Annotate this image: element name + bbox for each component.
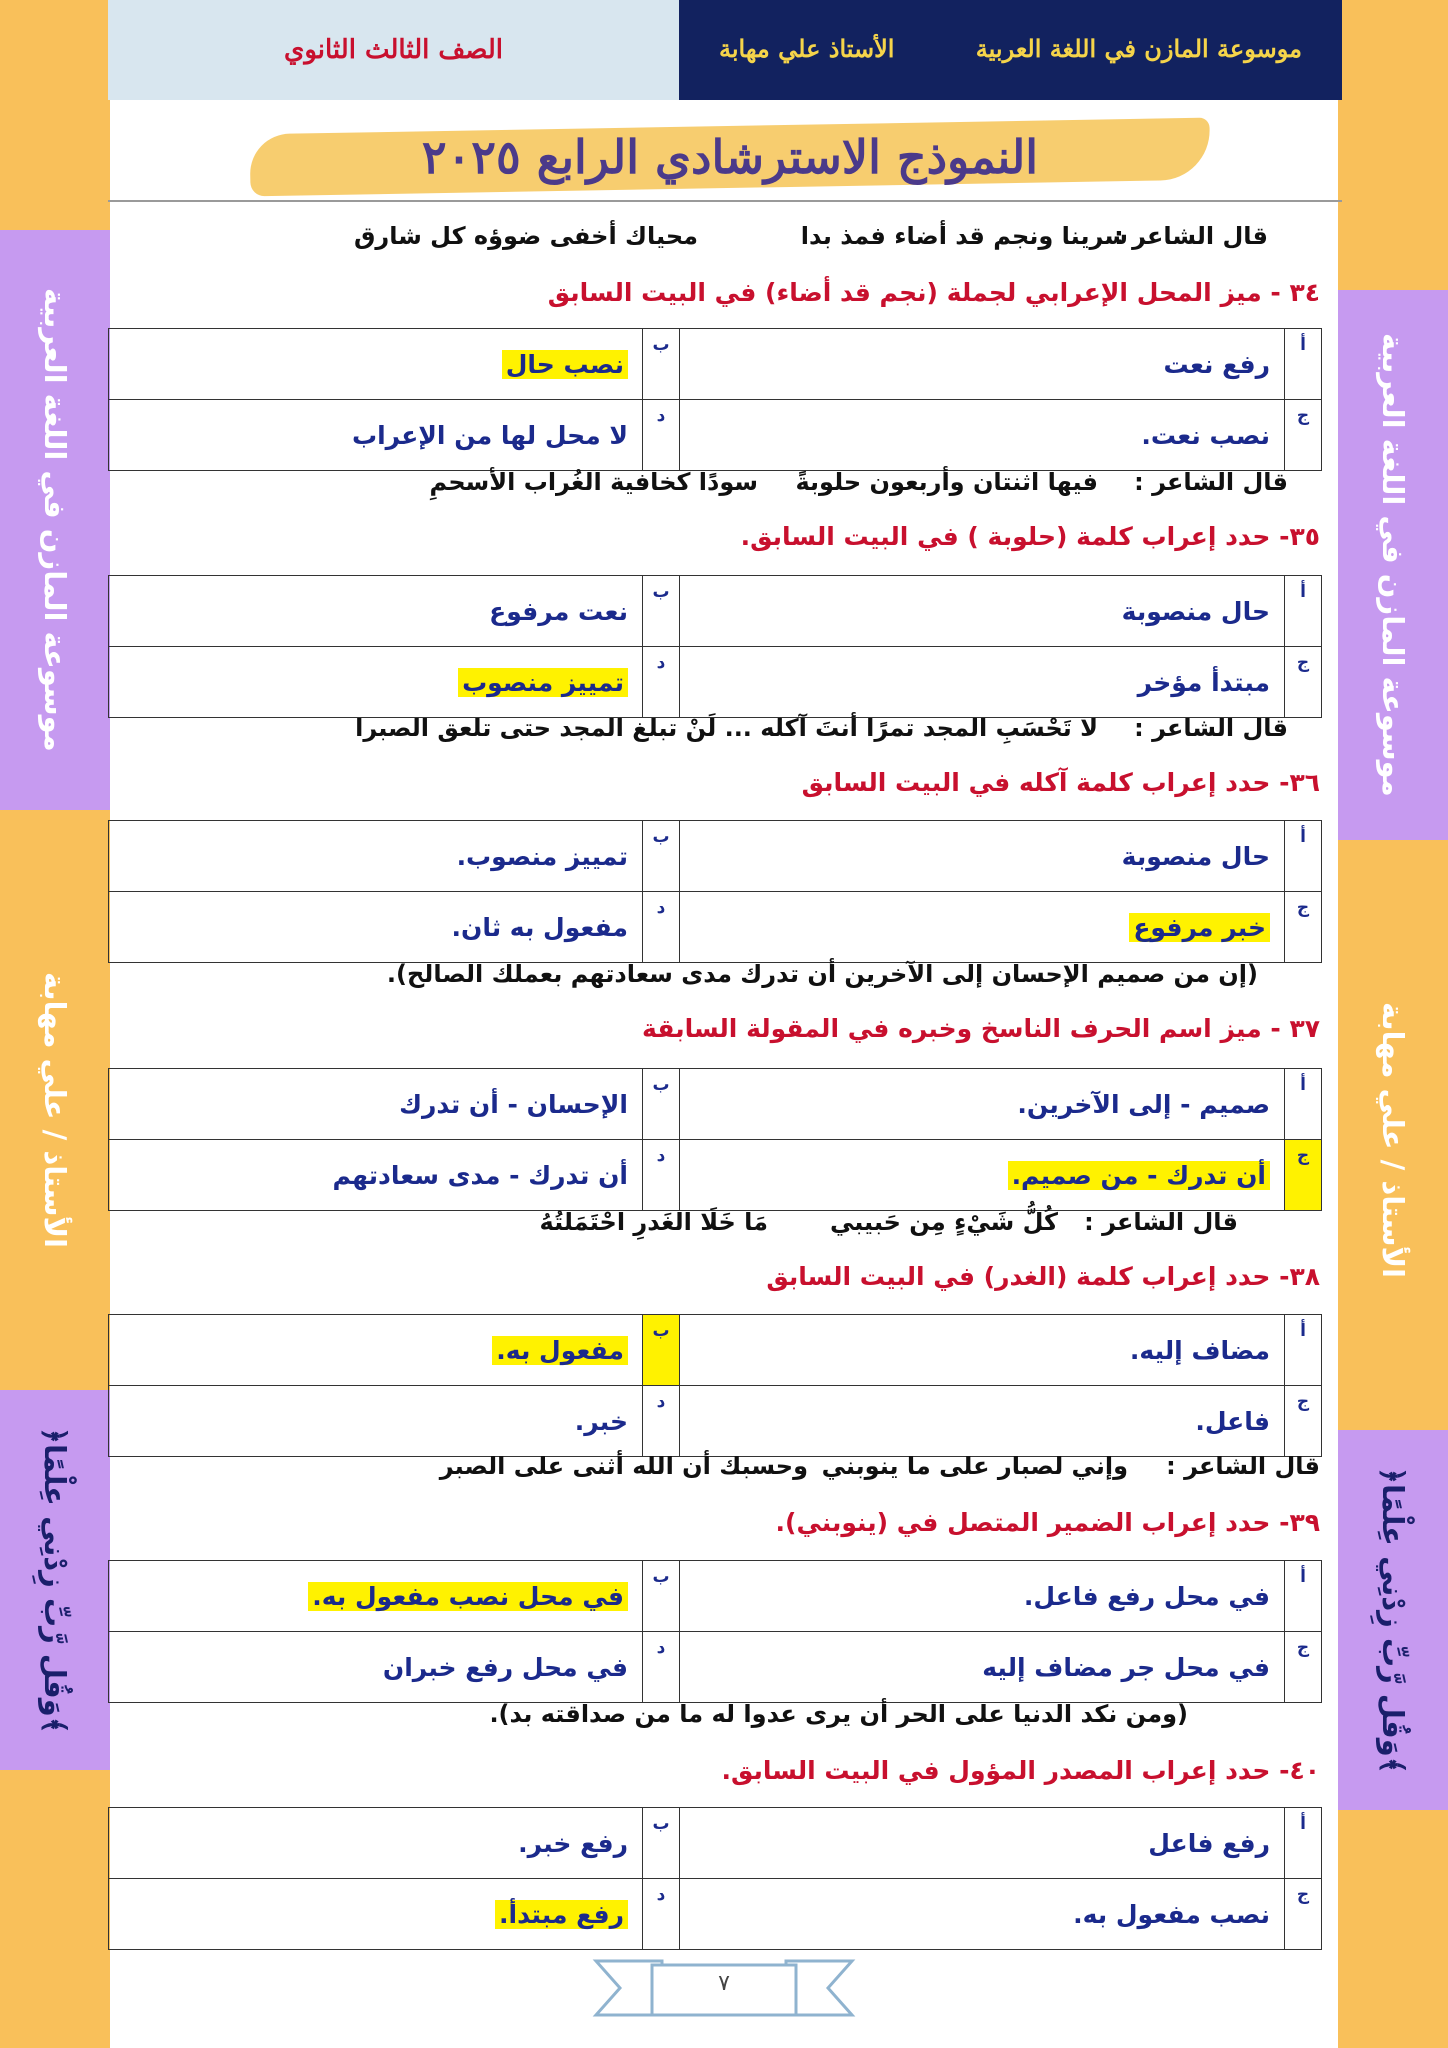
option-text[interactable]: أن تدرك - مدى سعادتهم	[109, 1140, 643, 1211]
options-row	[109, 1140, 1322, 1211]
option-letter: ج	[1285, 647, 1322, 718]
q39-options	[108, 1560, 1322, 1703]
option-letter: ج	[1285, 892, 1322, 963]
option-text[interactable]: حال منصوبة	[680, 821, 1285, 892]
option-letter: ب	[643, 1808, 680, 1879]
option-letter: ج	[1285, 1140, 1322, 1211]
option-text[interactable]: في محل جر مضاف إليه	[680, 1632, 1285, 1703]
option-text[interactable]: مفعول به ثان.	[109, 892, 643, 963]
side-text-teacher: الأستاذ / علي مهابة	[38, 972, 72, 1248]
q36-options	[108, 820, 1322, 963]
option-letter: ب	[643, 1315, 680, 1386]
side-text-verse-right: ﴿وَقُل رَّبِّ زِدْنِي عِلْمًا﴾	[1376, 1466, 1410, 1774]
q34-context-label: قال الشاعر :	[1114, 222, 1268, 250]
option-text[interactable]	[109, 647, 643, 718]
side-text-verse: ﴿وَقُل رَّبِّ زِدْنِي عِلْمًا﴾	[38, 1426, 72, 1734]
option-letter: ج	[1285, 1386, 1322, 1457]
option-letter: ج	[1285, 400, 1322, 471]
title-divider	[108, 200, 1342, 202]
q36-context-a: لا تَحْسَبِ المجد تمرًا أنتَ آكله ... لَنْ تبلغ المجد حتى تلعق الصبرا	[355, 714, 1098, 742]
options-row	[109, 1879, 1322, 1950]
q39-context-label: قال الشاعر :	[1166, 1452, 1320, 1480]
grade-banner	[108, 0, 679, 100]
option-letter: ب	[643, 1069, 680, 1140]
option-letter: د	[643, 892, 680, 963]
option-letter: أ	[1285, 1808, 1322, 1879]
correct-answer-highlight: مفعول به.	[492, 1336, 628, 1365]
q40-question: ٤٠- حدد إعراب المصدر المؤول في البيت السابق.	[721, 1756, 1320, 1785]
options-row	[109, 821, 1322, 892]
q34-context-a: سرينا ونجم قد أضاء فمذ بدا	[800, 222, 1128, 250]
q34-question: ٣٤ - ميز المحل الإعرابي لجملة (نجم قد أضاء) في البيت السابق	[547, 278, 1320, 307]
option-text[interactable]: رفع خبر.	[109, 1808, 643, 1879]
series-banner	[679, 0, 1342, 100]
page-number: ٧	[718, 1971, 730, 1996]
q39-question: ٣٩- حدد إعراب الضمير المتصل في (ينوبني).	[775, 1508, 1320, 1537]
page-header	[108, 0, 1342, 100]
option-letter: د	[643, 1140, 680, 1211]
q35-context-b: سودًا كخافية الغُراب الأسحمِ	[429, 468, 758, 496]
q34-context-b: محياك أخفى ضوؤه كل شارق	[353, 222, 698, 250]
options-row	[109, 892, 1322, 963]
correct-answer-highlight: خبر مرفوع	[1129, 913, 1270, 942]
correct-answer-highlight: رفع مبتدأ.	[495, 1900, 628, 1929]
option-letter: د	[643, 1386, 680, 1457]
teacher-label: الأستاذ علي مهابة	[719, 34, 895, 63]
options-row	[109, 1386, 1322, 1457]
option-text[interactable]: مضاف إليه.	[680, 1315, 1285, 1386]
side-text-teacher-right: الأستاذ / علي مهابة	[1376, 1002, 1410, 1278]
option-text[interactable]: فاعل.	[680, 1386, 1285, 1457]
side-text-encyclopedia-right: موسوعة المازن في اللغة العربية	[1376, 333, 1410, 797]
options-row	[109, 576, 1322, 647]
q40-options	[108, 1807, 1322, 1950]
option-text[interactable]: حال منصوبة	[680, 576, 1285, 647]
options-row	[109, 647, 1322, 718]
q39-context-b: وحسبك أن الله أثنى على الصبر	[439, 1452, 808, 1480]
option-letter: د	[643, 1632, 680, 1703]
options-row	[109, 1808, 1322, 1879]
grade-label: الصف الثالث الثانوي	[283, 35, 503, 65]
option-letter: أ	[1285, 1315, 1322, 1386]
option-text[interactable]	[109, 329, 643, 400]
option-text[interactable]: لا محل لها من الإعراب	[109, 400, 643, 471]
option-text[interactable]: الإحسان - أن تدرك	[109, 1069, 643, 1140]
q38-context-a: كُلُّ شَيْءٍ مِن حَبيبي	[829, 1208, 1058, 1236]
option-letter: ب	[643, 821, 680, 892]
q37-question: ٣٧ - ميز اسم الحرف الناسخ وخبره في المقولة السابقة	[642, 1014, 1320, 1043]
option-text[interactable]: في محل رفع خبران	[109, 1632, 643, 1703]
option-letter: د	[643, 1879, 680, 1950]
options-row	[109, 1561, 1322, 1632]
q35-context-label: قال الشاعر :	[1134, 468, 1288, 496]
option-letter: ج	[1285, 1632, 1322, 1703]
option-text[interactable]: نعت مرفوع	[109, 576, 643, 647]
option-letter: د	[643, 400, 680, 471]
option-letter: ب	[643, 576, 680, 647]
option-text[interactable]: تمييز منصوب.	[109, 821, 643, 892]
option-letter: ب	[643, 1561, 680, 1632]
q35-options	[108, 575, 1322, 718]
options-row	[109, 1315, 1322, 1386]
correct-answer-highlight: أن تدرك - من صميم.	[1008, 1161, 1270, 1190]
q35-question: ٣٥- حدد إعراب كلمة (حلوبة ) في البيت السابق.	[740, 522, 1320, 551]
q40-context: (ومن نكد الدنيا على الحر أن يرى عدوا له ما من صداقته بد).	[489, 1700, 1188, 1728]
option-text[interactable]	[680, 1140, 1285, 1211]
option-text[interactable]: نصب مفعول به.	[680, 1879, 1285, 1950]
option-text[interactable]	[109, 1315, 643, 1386]
option-letter: ب	[643, 329, 680, 400]
page-number-ribbon	[592, 1957, 856, 2019]
option-letter: ج	[1285, 1879, 1322, 1950]
option-letter: أ	[1285, 329, 1322, 400]
option-letter: أ	[1285, 576, 1322, 647]
q38-context-b: مَا خَلَا الغَدرِ احْتَمَلتُهُ	[539, 1208, 768, 1236]
option-letter: أ	[1285, 821, 1322, 892]
options-row	[109, 329, 1322, 400]
option-text[interactable]: نصب نعت.	[680, 400, 1285, 471]
q36-question: ٣٦- حدد إعراب كلمة آكله في البيت السابق	[801, 768, 1320, 797]
option-text[interactable]: خبر.	[109, 1386, 643, 1457]
q34-options	[108, 328, 1322, 471]
correct-answer-highlight: نصب حال	[502, 350, 628, 379]
option-text[interactable]: رفع فاعل	[680, 1808, 1285, 1879]
option-text[interactable]	[109, 1561, 643, 1632]
correct-answer-highlight: تمييز منصوب	[458, 668, 628, 697]
option-text[interactable]	[109, 1879, 643, 1950]
q39-context-a: وإني لصبار على ما ينوبني	[821, 1452, 1128, 1480]
options-row	[109, 1069, 1322, 1140]
option-letter: د	[643, 647, 680, 718]
options-row	[109, 400, 1322, 471]
side-text-encyclopedia: موسوعة المازن في اللغة العربية	[38, 288, 72, 752]
q36-context-label: قال الشاعر :	[1134, 714, 1288, 742]
correct-answer-highlight: في محل نصب مفعول به.	[308, 1582, 628, 1611]
series-label: موسوعة المازن في اللغة العربية	[975, 34, 1302, 63]
option-text[interactable]: صميم - إلى الآخرين.	[680, 1069, 1285, 1140]
option-text[interactable]	[680, 892, 1285, 963]
q37-options	[108, 1068, 1322, 1211]
option-text[interactable]: مبتدأ مؤخر	[680, 647, 1285, 718]
q35-context-a: فيها اثنتان وأربعون حلوبةً	[795, 468, 1098, 496]
option-letter: أ	[1285, 1561, 1322, 1632]
option-letter: أ	[1285, 1069, 1322, 1140]
exam-title: النموذج الاسترشادي الرابع ٢٠٢٥	[421, 130, 1039, 184]
exam-title-banner	[250, 118, 1210, 196]
q37-context: (إن من صميم الإحسان إلى الآخرين أن تدرك مدى سعادتهم بعملك الصالح).	[386, 960, 1258, 988]
options-row	[109, 1632, 1322, 1703]
q38-context-label: قال الشاعر :	[1084, 1208, 1238, 1236]
q38-question: ٣٨- حدد إعراب كلمة (الغدر) في البيت السابق	[766, 1262, 1320, 1291]
option-text[interactable]: في محل رفع فاعل.	[680, 1561, 1285, 1632]
option-text[interactable]: رفع نعت	[680, 329, 1285, 400]
q38-options	[108, 1314, 1322, 1457]
